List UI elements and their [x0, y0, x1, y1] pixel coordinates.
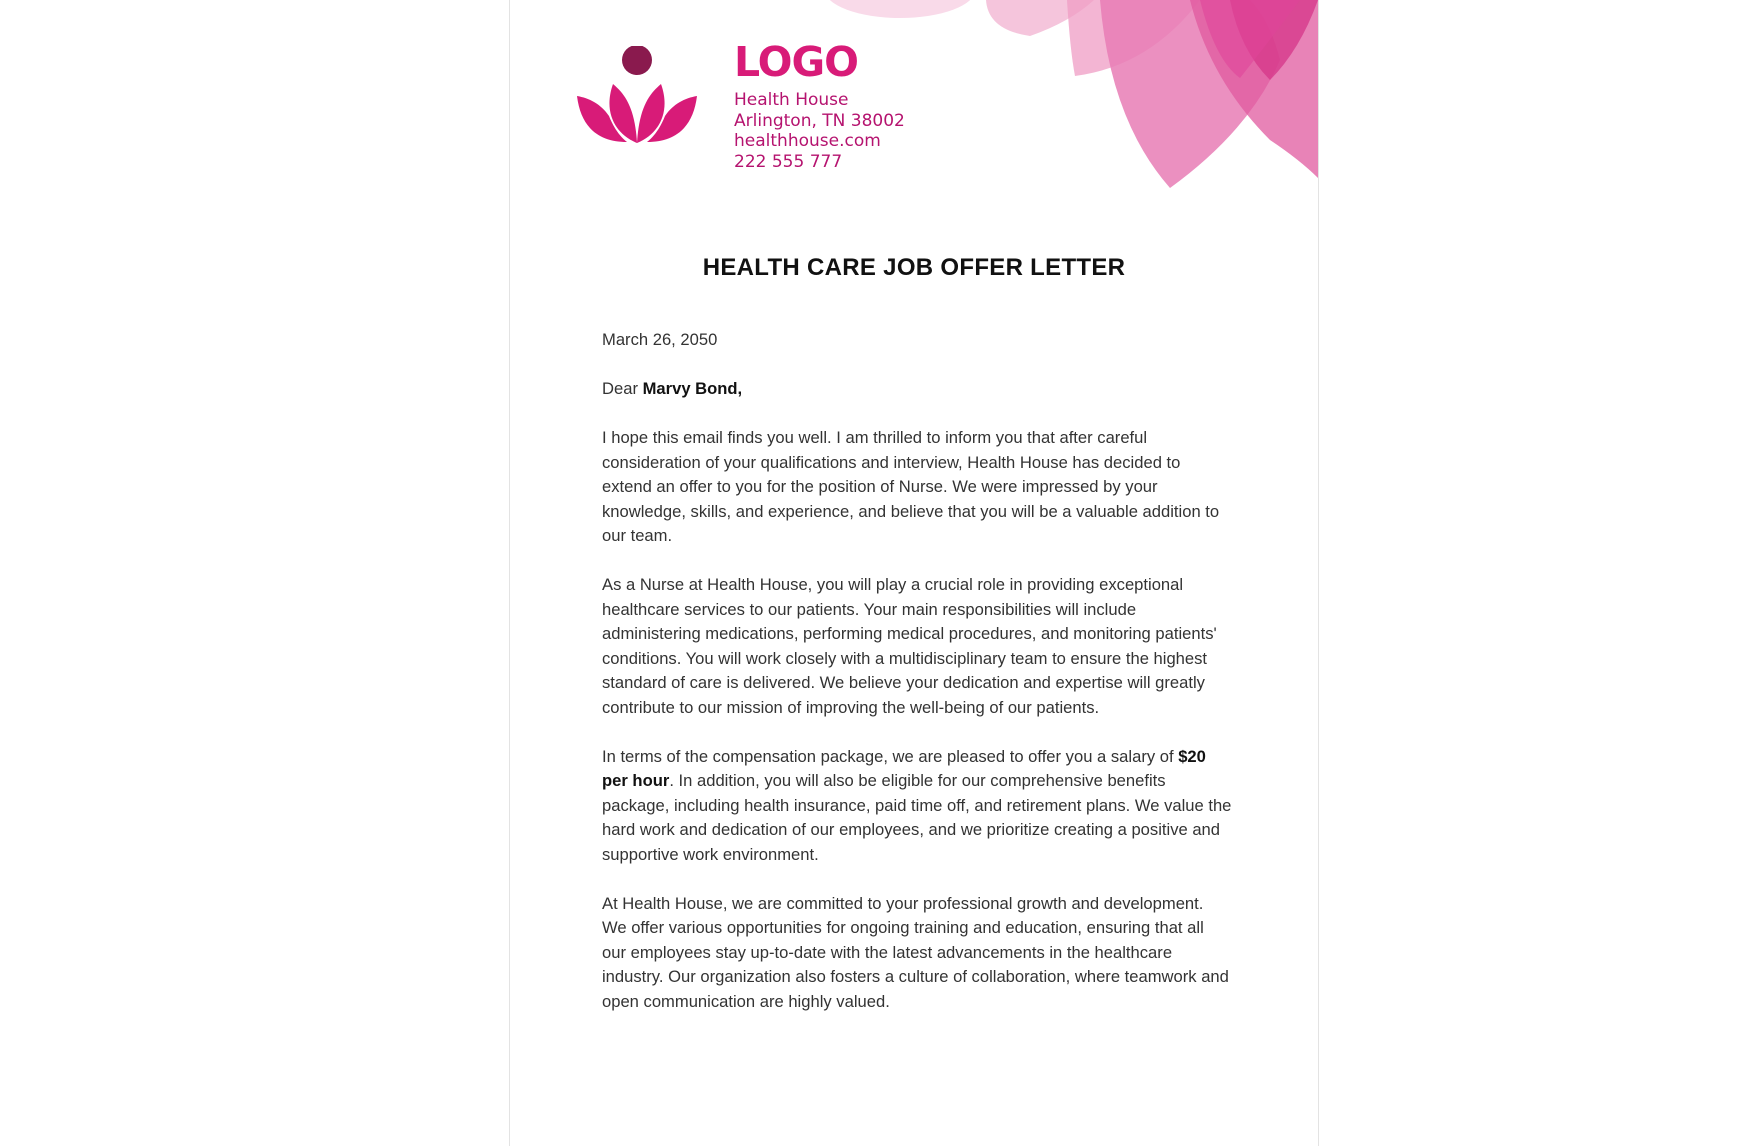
salutation	[602, 377, 1232, 402]
company-header	[734, 38, 905, 172]
lotus-icon	[575, 46, 701, 144]
letter-body	[602, 328, 1232, 1039]
letter-date: March 26, 2050	[602, 330, 718, 349]
paragraph-4: At Health House, we are committed to your professional growth and development. We offer various opportunities for ongoing training and education, ensuring that all our employees stay up-to-date with the latest advancements in the healthcare industry. Our organization also fosters a culture of collaboration, where teamwork and open communication are highly valued.	[602, 893, 1229, 1011]
salary-amount: $20 per hour	[602, 746, 1206, 790]
letter-page	[509, 0, 1319, 1146]
company-name: Health House	[734, 90, 849, 110]
paragraph-3-rest: . In addition, you will also be eligible for our comprehensive benefits package, including health insurance, paid time off, and retirement plans. We value the hard work and dedication of our employees, and we prioritize creating a positive and supportive work environment.	[602, 771, 1232, 864]
paragraph-2: As a Nurse at Health House, you will play a crucial role in providing exceptional healthcare services to our patients. Your main responsibilities will include administering medications, performing medical procedures, and monitoring patients' conditions. You will work closely with a multidisciplinary team to ensure the highest standard of care is delivered. We believe your dedication and expertise will greatly contribute to our mission of improving the well-being of our patients.	[602, 575, 1217, 717]
company-phone: 222 555 777	[734, 151, 843, 172]
paragraph-1: I hope this email finds you well. I am thrilled to inform you that after careful consideration of your qualifications and interview, Health House has decided to extend an offer to you for the position of Nurse. We were impressed by your knowledge, skills, and experience, and believe that you will be a valuable addition to our team.	[602, 428, 1220, 545]
company-website: healthhouse.com	[734, 131, 881, 151]
salutation-prefix: Dear	[602, 379, 643, 398]
company-address: Arlington, TN 38002	[734, 110, 905, 131]
salutation-suffix: ,	[737, 379, 743, 398]
paragraph-3-intro: In terms of the compensation package, we are pleased to offer you a salary of	[602, 746, 1179, 766]
logo-text: LOGO	[734, 38, 859, 86]
paragraph-3	[602, 745, 1232, 868]
recipient-name: Marvy Bond	[642, 379, 738, 398]
letter-title: HEALTH CARE JOB OFFER LETTER	[702, 254, 1126, 281]
